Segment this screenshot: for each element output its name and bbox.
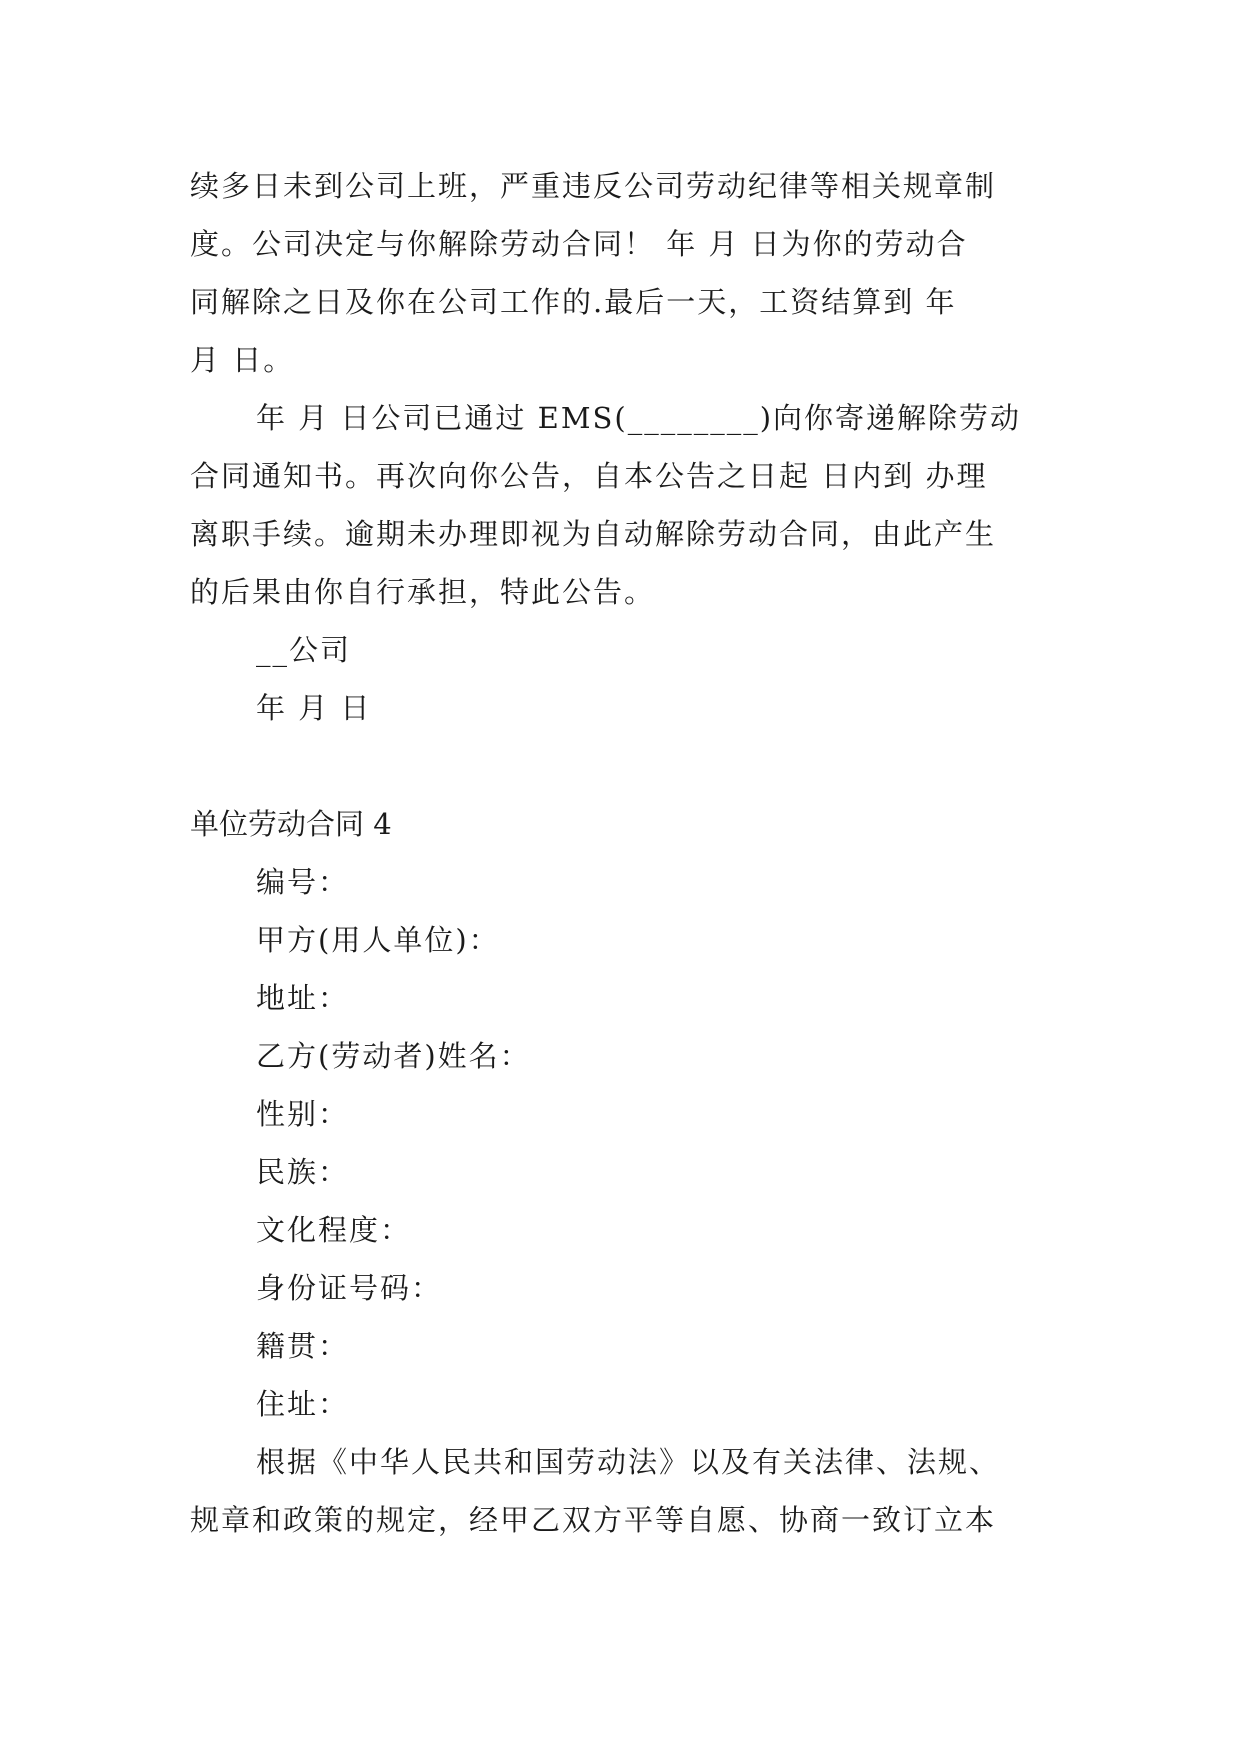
field-gender: 性别： (256, 1097, 350, 1131)
field-party-a: 甲方(用人单位)： (256, 923, 500, 957)
paragraph-line: 月 日。 (190, 343, 295, 377)
paragraph-line: 同解除之日及你在公司工作的.最后一天，工资结算到 年 (190, 285, 957, 319)
field-address: 地址： (256, 981, 350, 1015)
field-residence: 住址： (256, 1387, 350, 1421)
contract-title: 单位劳动合同 4 (190, 807, 392, 841)
paragraph-line: 续多日未到公司上班，严重违反公司劳动纪律等相关规章制 (190, 169, 997, 203)
field-ethnicity: 民族： (256, 1155, 350, 1189)
paragraph-line: 年 月 日公司已通过 EMS(________)向你寄递解除劳动 (256, 401, 1022, 435)
field-party-b-name: 乙方(劳动者)姓名： (256, 1039, 531, 1073)
signature-company: __公司 (256, 633, 352, 667)
field-id-number: 身份证号码： (256, 1271, 443, 1305)
paragraph-line: 合同通知书。再次向你公告，自本公告之日起 日内到 办理 (190, 459, 988, 493)
field-number: 编号： (256, 865, 350, 899)
field-native-place: 籍贯： (256, 1329, 350, 1363)
signature-date: 年 月 日 (256, 691, 372, 725)
paragraph-line: 根据《中华人民共和国劳动法》以及有关法律、法规、 (256, 1445, 1001, 1479)
paragraph-line: 离职手续。逾期未办理即视为自动解除劳动合同，由此产生 (190, 517, 997, 551)
paragraph-line: 规章和政策的规定，经甲乙双方平等自愿、协商一致订立本 (190, 1503, 997, 1537)
paragraph-line: 度。公司决定与你解除劳动合同！ 年 月 日为你的劳动合 (190, 227, 968, 261)
field-education: 文化程度： (256, 1213, 412, 1247)
paragraph-line: 的后果由你自行承担，特此公告。 (190, 575, 656, 609)
